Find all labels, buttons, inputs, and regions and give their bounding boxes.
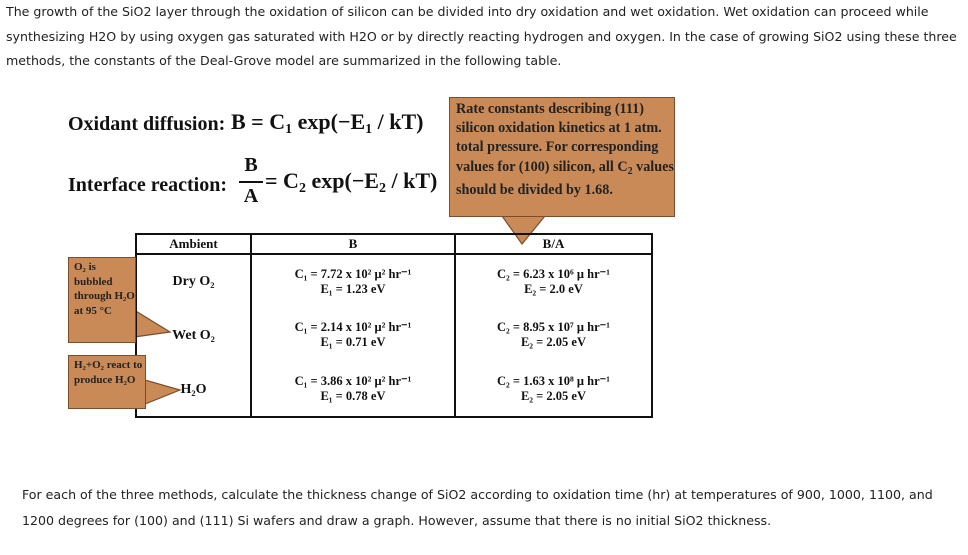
cell-ambient: Wet O₂: [136, 309, 251, 362]
header-b: B: [251, 234, 455, 254]
oxidant-diffusion-label: Oxidant diffusion:: [68, 113, 226, 135]
interface-eq-exp: exp(−E: [305, 168, 379, 193]
oxidant-eq-sub: 1: [285, 122, 293, 137]
ba-constant: C₂ = 8.95 x 10⁷ μ hr⁻¹: [497, 320, 610, 335]
h2-o2-react-note: H₂+O₂ react to produce H₂O: [68, 355, 146, 409]
table-header-row: [136, 234, 652, 254]
note-sub: 2: [627, 165, 633, 177]
o2-bubbled-note: O₂ is bubbled through H₂O at 95 °C: [68, 257, 136, 343]
b-energy: E₁ = 0.78 eV: [320, 389, 386, 404]
cell-ba: [455, 309, 652, 362]
interface-eq-part: = C: [265, 168, 299, 193]
ba-energy: E₂ = 2.05 eV: [520, 335, 587, 350]
header-ba: B/A: [455, 234, 652, 254]
ba-constant: C₂ = 6.23 x 10⁶ μ hr⁻¹: [497, 266, 610, 281]
b-constant: C₁ = 3.86 x 10² μ² hr⁻¹: [294, 374, 412, 389]
table-row: [136, 362, 652, 417]
cell-b: [251, 254, 455, 309]
oxidant-eq-part: B = C: [231, 109, 286, 134]
b-constant: C₁ = 2.14 x 10² μ² hr⁻¹: [294, 320, 412, 335]
interface-reaction-label: Interface reaction:: [68, 174, 228, 196]
deal-grove-table: [135, 233, 653, 418]
b-energy: E₁ = 0.71 eV: [320, 335, 386, 350]
cell-ambient: H₂O: [136, 362, 251, 417]
ba-energy: E₂ = 2.05 eV: [520, 389, 587, 404]
ba-constant: C₂ = 1.63 x 10⁸ μ hr⁻¹: [497, 374, 610, 389]
header-ambient: Ambient: [136, 234, 251, 254]
b-energy: E₁ = 1.23 eV: [320, 281, 386, 296]
interface-eq-sub: 2: [298, 181, 306, 196]
interface-eq-tail: / kT): [385, 168, 438, 193]
oxidant-eq-exp: exp(−E: [292, 109, 366, 134]
note-tail: values should be divided by 1.68.: [456, 158, 674, 198]
cell-b: [251, 309, 455, 362]
interface-eq-exp-sub: 2: [378, 181, 386, 196]
ba-energy: E₂ = 2.0 eV: [524, 281, 583, 296]
question-paragraph: For each of the three methods, calculate the thickness change of SiO2 according to oxidation time (hr) at temperatures of 900, 1000, 1100, and 1200 degrees for (100) and (111) Si wafers and draw a graph. However, assume that there is no initial SiO2 thickness.: [22, 487, 933, 528]
fraction-denominator: A: [243, 185, 259, 207]
intro-paragraph: The growth of the SiO2 layer through the oxidation of silicon can be divided into dry oxidation and wet oxidation. Wet oxidation can proceed while synthesizing H2O by using oxygen gas saturated with H2O or by directly reacting hydrogen and oxygen. In the case of growing SiO2 using these three methods, the constants of the Deal-Grove model are summarized in the following table.: [6, 4, 957, 68]
fraction-numerator: B: [244, 154, 258, 176]
cell-ambient: Dry O₂: [136, 254, 251, 309]
b-constant: C₁ = 7.72 x 10² μ² hr⁻¹: [294, 266, 412, 281]
note-text: Rate constants describing (111) silicon oxidation kinetics at 1 atm. total pressure. For corresponding values for (100) silicon, all C: [456, 101, 662, 175]
cell-ba: [455, 362, 652, 417]
rate-constants-note: [449, 97, 675, 217]
table-row: [136, 254, 652, 309]
cell-ba: [455, 254, 652, 309]
oxidant-eq-tail: / kT): [372, 109, 424, 134]
table-row: [136, 309, 652, 362]
oxidant-eq-exp-sub: 1: [365, 122, 373, 137]
cell-b: [251, 362, 455, 417]
